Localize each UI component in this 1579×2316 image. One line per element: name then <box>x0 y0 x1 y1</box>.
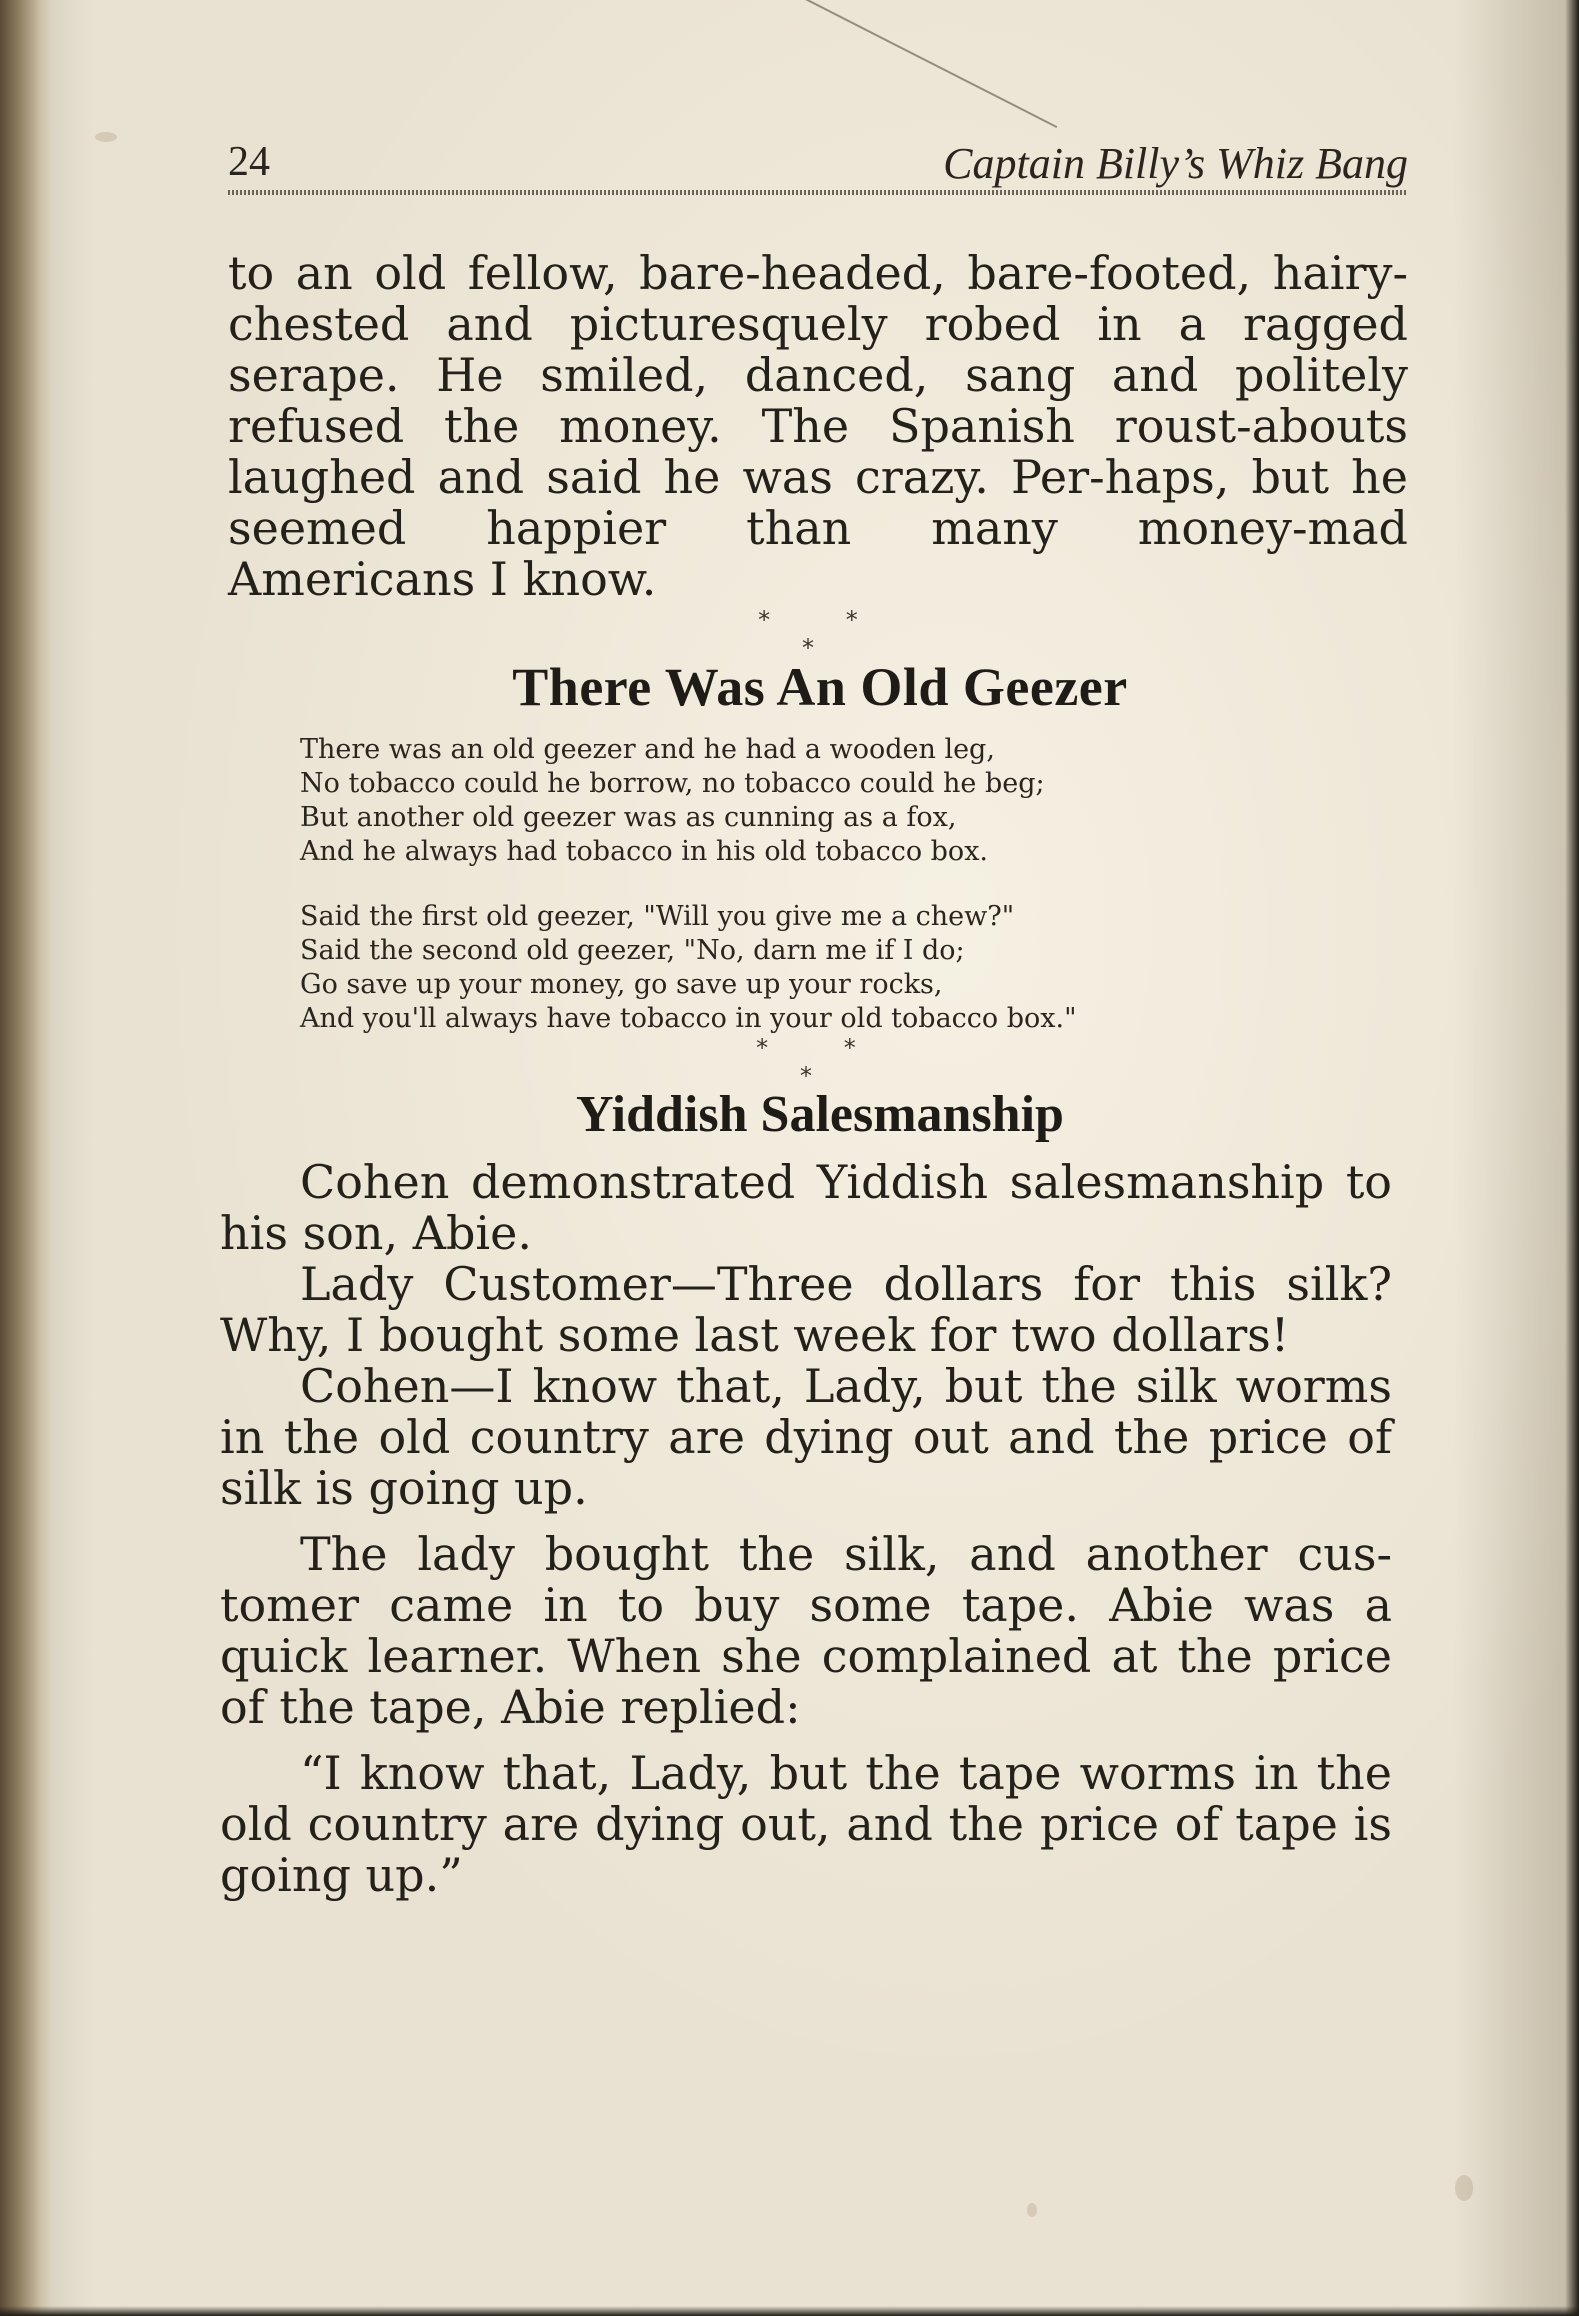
poem-line: Go save up your money, go save up your rocks, <box>300 969 943 1000</box>
poem-stanza-1 <box>300 733 1300 869</box>
poem-line: No tobacco could he borrow, no tobacco could he beg; <box>300 768 1045 799</box>
poem-stanza-2 <box>300 900 1300 1036</box>
page-bottom-shadow <box>0 2306 1579 2316</box>
intro-paragraph: to an old fellow, bare-headed, bare-footed, hairy-chested and picturesquely robed in a ragged serape. He smiled, danced, sang and politely refused the money. The Spanish roust-abouts laughed and said he was crazy. Per-haps, but he seemed happier than many money-mad Americans I know. <box>228 246 1408 606</box>
paper-stain <box>1455 2175 1473 2201</box>
page-header <box>228 138 1408 188</box>
page-number: 24 <box>228 139 270 185</box>
section-separator: * * * <box>758 606 892 662</box>
poem-line: But another old geezer was as cunning as a fox, <box>300 802 957 833</box>
running-title: Captain Billy’s Whiz Bang <box>943 139 1408 188</box>
header-rule <box>228 190 1408 195</box>
story-title: Yiddish Salesmanship <box>576 1086 1064 1143</box>
poem-line: And he always had tobacco in his old tobacco box. <box>300 836 988 867</box>
story-paragraph: The lady bought the silk, and another cus-tomer came in to buy some tape. Abie was a quick learner. When she complained at the price of the tape, Abie replied: <box>220 1527 1392 1734</box>
story-paragraph: “I know that, Lady, but the tape worms in the old country are dying out, and the price of tape is going up.” <box>220 1746 1392 1902</box>
story-paragraph: Cohen—I know that, Lady, but the silk worms in the old country are dying out and the price of silk is going up. <box>220 1359 1392 1515</box>
story-paragraph: Lady Customer—Three dollars for this silk? Why, I bought some last week for two dollars! <box>220 1257 1392 1362</box>
section-separator: * * * <box>756 1034 890 1090</box>
page-edge-shadow <box>1565 0 1579 2316</box>
poem-line: There was an old geezer and he had a wooden leg, <box>300 734 995 765</box>
poem-line: And you'll always have tobacco in your old tobacco box." <box>300 1003 1077 1034</box>
poem-line: Said the first old geezer, "Will you give me a chew?" <box>300 901 1015 932</box>
paper-crease <box>789 0 1057 128</box>
paper-stain <box>95 132 117 142</box>
book-spine <box>0 0 52 2316</box>
story-paragraph: Cohen demonstrated Yiddish salesmanship to his son, Abie. <box>220 1155 1392 1260</box>
poem-title: There Was An Old Geezer <box>512 657 1128 717</box>
poem-line: Said the second old geezer, "No, darn me if I do; <box>300 935 965 966</box>
paper-stain <box>1027 2203 1037 2217</box>
